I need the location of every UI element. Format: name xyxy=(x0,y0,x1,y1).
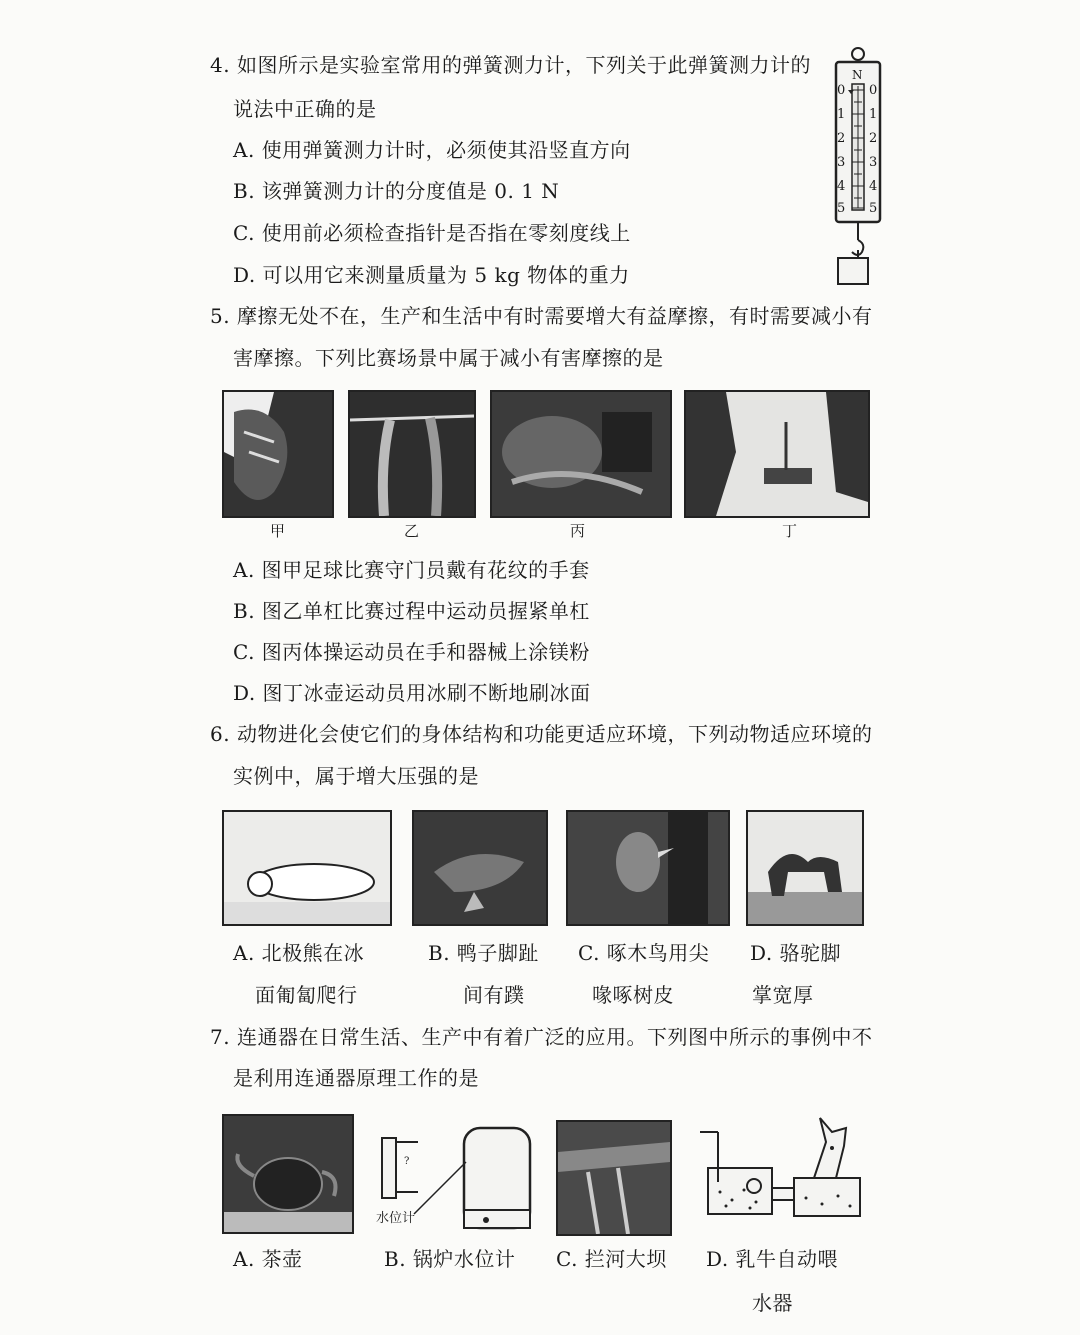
scale-right-0: 0 xyxy=(869,83,878,98)
q4-option-a: A. 使用弹簧测力计时，必须使其沿竖直方向 xyxy=(233,138,631,162)
q4-option-c: C. 使用前必须检查指针是否指在零刻度线上 xyxy=(233,221,631,245)
photo-dam xyxy=(556,1120,672,1236)
q6-option-d-line2: 掌宽厚 xyxy=(752,983,814,1007)
q7-option-d-line1: D. 乳牛自动喂 xyxy=(706,1247,839,1271)
scale-left-1: 1 xyxy=(837,107,846,122)
scale-left-4: 4 xyxy=(837,179,846,194)
scale-right-1: 1 xyxy=(869,107,878,122)
scale-left-0: 0 xyxy=(837,83,846,98)
boiler-water-gauge-diagram xyxy=(374,1114,534,1230)
q6-option-d-line1: D. 骆驼脚 xyxy=(750,941,842,965)
photo-gymnastics-chalk xyxy=(490,390,672,518)
q6-stem-line2: 实例中，属于增大压强的是 xyxy=(233,764,479,788)
q5-stem-line2: 害摩擦。下列比赛场景中属于减小有害摩擦的是 xyxy=(233,346,664,370)
photo-duck-feet xyxy=(412,810,548,926)
photo-goalkeeper-gloves xyxy=(222,390,334,518)
q5-option-d: D. 图丁冰壶运动员用冰刷不断地刷冰面 xyxy=(233,681,591,705)
scale-left-3: 3 xyxy=(837,155,846,170)
photo-teapot xyxy=(222,1114,354,1234)
photo-camel xyxy=(746,810,864,926)
q6-option-c-line1: C. 啄木鸟用尖 xyxy=(578,941,710,965)
q6-option-c-line2: 喙啄树皮 xyxy=(592,983,674,1007)
q7-option-b: B. 锅炉水位计 xyxy=(384,1247,516,1271)
q5-option-b: B. 图乙单杠比赛过程中运动员握紧单杠 xyxy=(233,599,590,623)
scale-left-5: 5 xyxy=(837,201,846,216)
q4-stem-line1: 4. 如图所示是实验室常用的弹簧测力计，下列关于此弹簧测力计的 xyxy=(210,53,811,77)
q6-option-a-line2: 面匍匐爬行 xyxy=(255,983,358,1007)
q7-option-a: A. 茶壶 xyxy=(233,1247,303,1271)
gauge-label: 水位计 xyxy=(376,1211,416,1226)
q7-option-c: C. 拦河大坝 xyxy=(556,1247,667,1271)
q7-stem-line2: 是利用连通器原理工作的是 xyxy=(233,1066,479,1090)
scale-right-5: 5 xyxy=(869,201,878,216)
q5-option-c: C. 图丙体操运动员在手和器械上涂镁粉 xyxy=(233,640,590,664)
scale-right-4: 4 xyxy=(869,179,878,194)
photo-polar-bear xyxy=(222,810,392,926)
q6-option-b-line1: B. 鸭子脚趾 xyxy=(428,941,539,965)
scale-right-3: 3 xyxy=(869,155,878,170)
q6-option-a-line1: A. 北极熊在冰 xyxy=(233,941,365,965)
svg-text:?: ? xyxy=(404,1156,410,1167)
scale-unit: N xyxy=(852,68,863,82)
q5-option-a: A. 图甲足球比赛守门员戴有花纹的手套 xyxy=(233,558,590,582)
caption-yi: 乙 xyxy=(404,522,420,540)
q4-option-b: B. 该弹簧测力计的分度值是 0. 1 N xyxy=(233,179,560,203)
caption-ding: 丁 xyxy=(782,522,798,540)
photo-horizontal-bar xyxy=(348,390,476,518)
q6-option-b-line2: 间有蹼 xyxy=(463,983,525,1007)
scale-right-2: 2 xyxy=(869,131,878,146)
q4-option-d: D. 可以用它来测量质量为 5 kg 物体的重力 xyxy=(233,263,630,287)
cow-water-feeder-diagram xyxy=(696,1112,864,1232)
photo-woodpecker xyxy=(566,810,730,926)
q4-stem-line2: 说法中正确的是 xyxy=(233,97,377,121)
caption-jia: 甲 xyxy=(270,522,286,540)
q5-stem-line1: 5. 摩擦无处不在，生产和生活中有时需要增大有益摩擦，有时需要减小有 xyxy=(210,304,873,328)
q7-option-d-line2: 水器 xyxy=(752,1291,793,1315)
q6-stem-line1: 6. 动物进化会使它们的身体结构和功能更适应环境，下列动物适应环境的 xyxy=(210,722,873,746)
photo-curling-sweeping xyxy=(684,390,870,518)
scale-left-2: 2 xyxy=(837,131,846,146)
spring-scale-diagram xyxy=(826,44,890,292)
q7-stem-line1: 7. 连通器在日常生活、生产中有着广泛的应用。下列图中所示的事例中不 xyxy=(210,1025,873,1049)
caption-bing: 丙 xyxy=(570,522,586,540)
